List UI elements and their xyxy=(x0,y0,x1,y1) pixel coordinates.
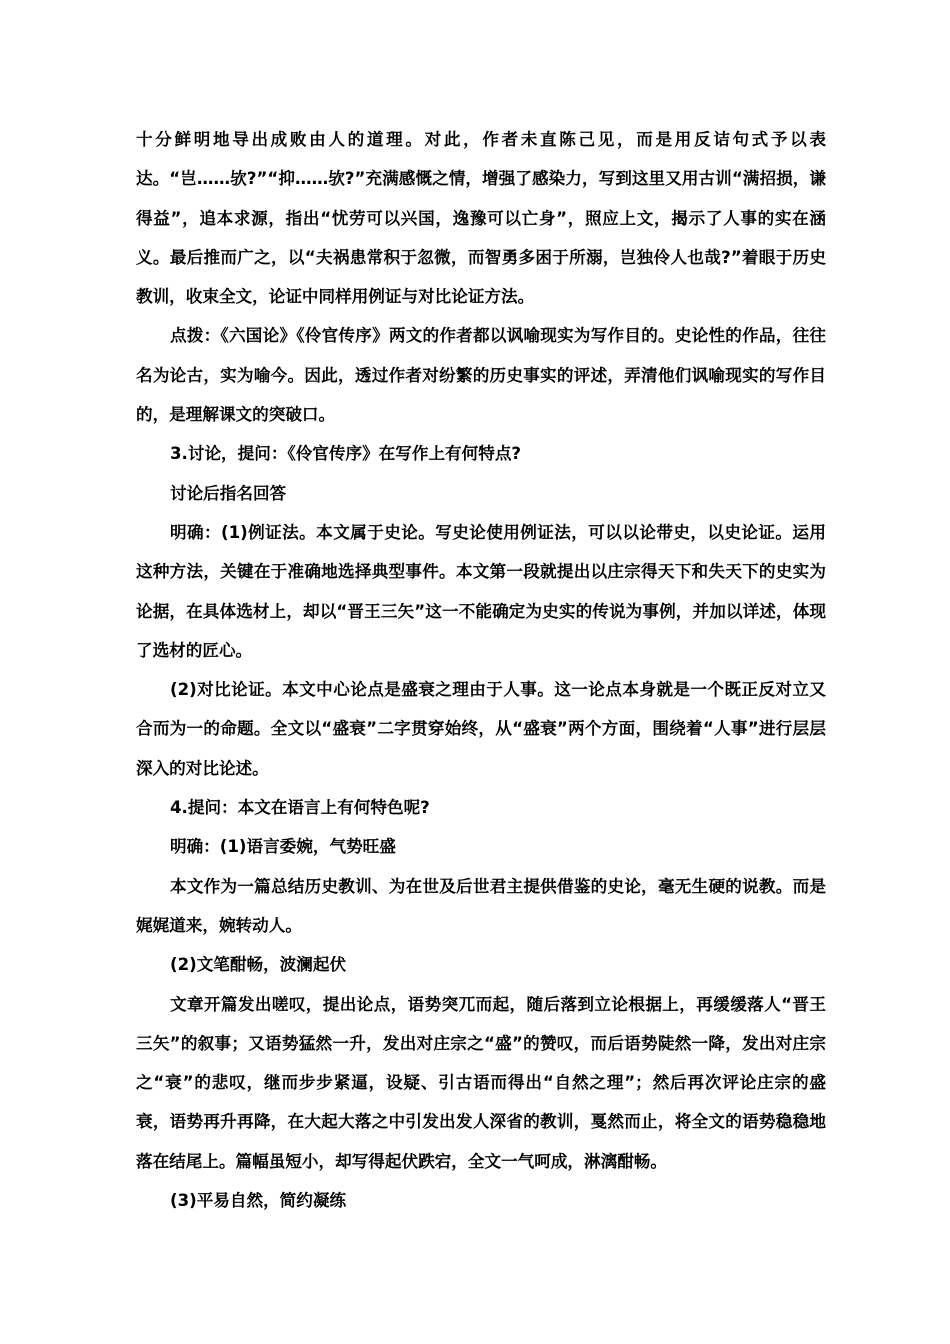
instruction-discussion: 讨论后指名回答 xyxy=(170,483,287,503)
question-3: 3.讨论，提问：《伶官传序》在写作上有何特点? xyxy=(170,444,522,464)
answer-language-2-heading: (2)文笔酣畅，波澜起伏 xyxy=(170,955,347,975)
paragraph-intro-continuation: 十分鲜明地导出成败由人的道理。对此，作者未直陈己见，而是用反诘句式予以表达。“岂……欤?”“抑……欤?”充满感慨之情，增强了感染力，写到这里又用古训“满招损，谦得益”，追本求源，指出“忧劳可以兴国，逸豫可以亡身”，照应上文，揭示了人事的实在涵义。最后推而广之，以“夫祸患常积于忽微，而智勇多困于所溺，岂独伶人也哉?”着眼于历史教训，收束全文，论证中同样用例证与对比论证方法。 xyxy=(136,130,826,307)
question-4: 4.提问：本文在语言上有何特色呢? xyxy=(170,798,430,818)
answer-contrast-method: (2)对比论证。本文中心论点是盛衰之理由于人事。这一论点本身就是一个既正反对立又合而为一的命题。全文以“盛衰”二字贯穿始终，从“盛衰”两个方面，围绕着“人事”进行层层深入的对比论述。 xyxy=(136,680,826,778)
answer-example-method: 明确：(1)例证法。本文属于史论。写史论使用例证法，可以以论带史，以史论证。运用这种方法，关键在于准确地选择典型事件。本文第一段就提出以庄宗得天下和失天下的史实为论据，在具体选材上，却以“晋王三矢”这一不能确定为史实的传说为事例，并加以详述，体现了选材的匠心。 xyxy=(136,522,826,660)
paragraph-dianbo: 点拨：《六国论》《伶官传序》两文的作者都以讽喻现实为写作目的。史论性的作品，往往名为论古，实为喻今。因此，透过作者对纷繁的历史事实的评述，弄清他们讽喻现实的写作目的，是理解课文的突破口。 xyxy=(136,326,826,425)
document-page xyxy=(136,120,826,1220)
answer-language-3-heading: (3)平易自然，简约凝练 xyxy=(170,1191,347,1211)
answer-language-2-body: 文章开篇发出嗟叹，提出论点，语势突兀而起，随后落到立论根据上，再缓缓落人“晋王三矢”的叙事；又语势猛然一升，发出对庄宗之“盛”的赞叹，而后语势陡然一降，发出对庄宗之“衰”的悲叹，继而步步紧逼，设疑、引古语而得出“自然之理”；然后再次评论庄宗的盛衰，语势再升再降，在大起大落之中引发出发人深省的教训，戛然而止，将全文的语势稳稳地落在结尾上。篇幅虽短小，却写得起伏跌宕，全文一气呵成，淋漓酣畅。 xyxy=(136,994,826,1171)
answer-language-1-body: 本文作为一篇总结历史教训、为在世及后世君主提供借鉴的史论，毫无生硬的说教。而是娓娓道来，婉转动人。 xyxy=(136,876,826,935)
answer-language-1-heading: 明确：(1)语言委婉，气势旺盛 xyxy=(170,837,396,857)
